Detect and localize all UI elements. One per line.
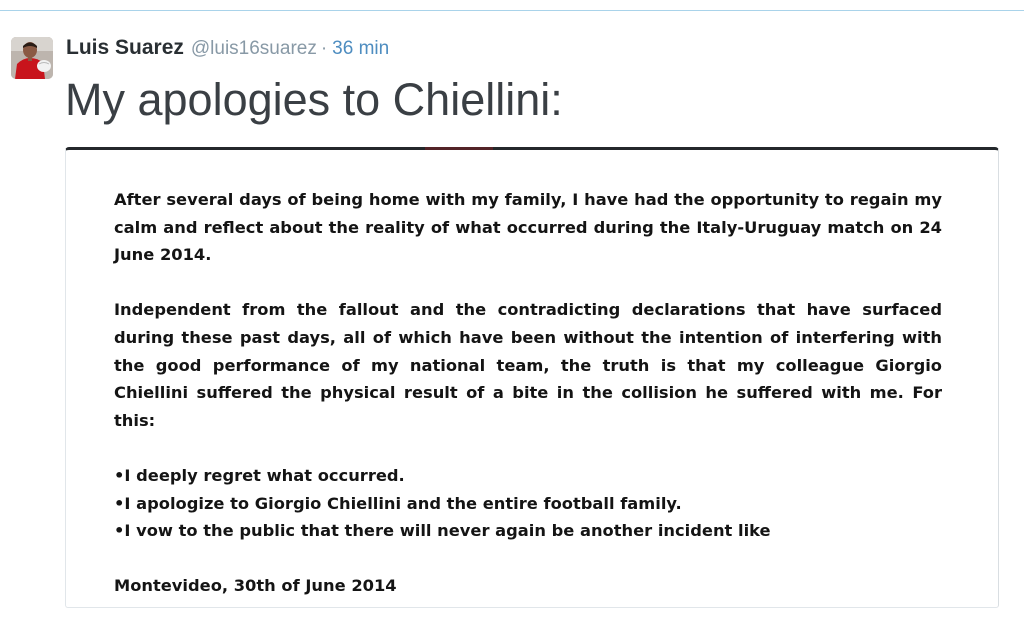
timeline-divider — [0, 10, 1024, 11]
header-separator: · — [320, 38, 328, 59]
paragraph-spacer — [114, 545, 942, 573]
apology-letter — [114, 186, 942, 600]
paragraph-spacer — [114, 434, 942, 462]
letter-paragraph: After several days of being home with my family, I have had the opportunity to regain my calm and reflect about the reality of what occurred during the Italy-Uruguay match on 24 June 2014. — [114, 190, 942, 265]
letter-paragraph: Independent from the fallout and the contradicting declarations that have surfaced during these past days, all of which have been without the intention of interfering with the good performance of my national team, the truth is that my colleague Giorgio Chiellini suffered the physical result of a bite in the collision he suffered with me. For this: — [114, 300, 942, 430]
paragraph-spacer — [114, 269, 942, 297]
author-name[interactable]: Luis Suarez — [66, 36, 184, 59]
tweet-header — [66, 36, 389, 64]
letter-signoff: Montevideo, 30th of June 2014 — [114, 576, 397, 596]
tweet-timestamp[interactable]: 36 min — [332, 38, 390, 59]
letter-bullet: •I deeply regret what occurred. — [114, 465, 405, 485]
avatar[interactable] — [11, 37, 53, 79]
letter-bullet: •I vow to the public that there will never again be another incident like — [114, 521, 771, 541]
user-avatar-image — [11, 37, 53, 79]
letter-bullet: •I apologize to Giorgio Chiellini and the entire football family. — [114, 493, 682, 513]
tweet-text: My apologies to Chiellini: — [65, 74, 563, 125]
author-handle[interactable]: @luis16suarez — [190, 38, 317, 59]
card-top-accent — [425, 147, 493, 150]
